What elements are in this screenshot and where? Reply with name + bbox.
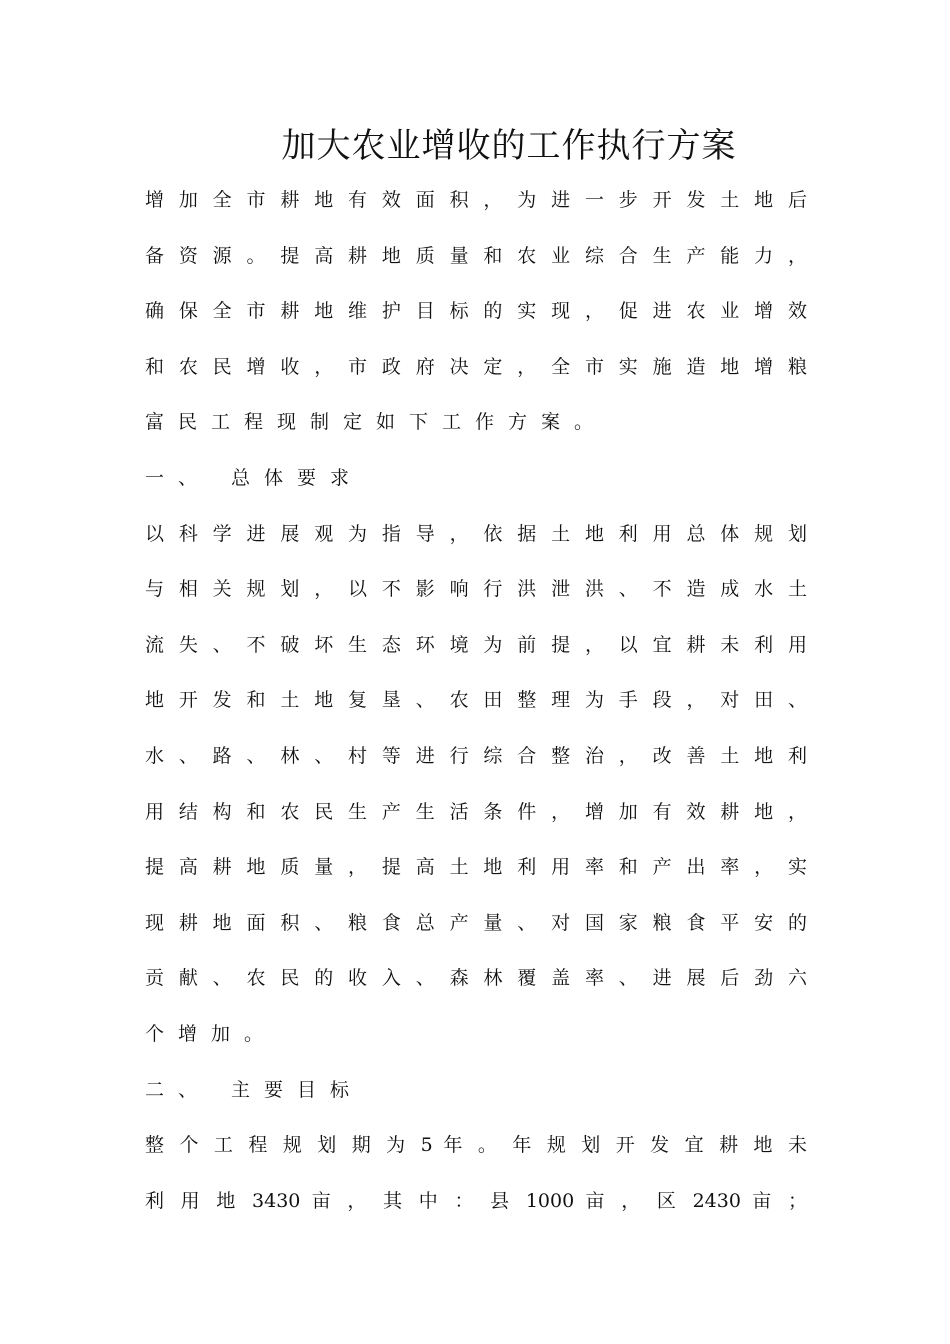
body-line: 现 耕 地 面 积 、 粮 食 总 产 量 、 对 国 家 粮 食 平 安 的 (145, 911, 807, 934)
body-line: 备 资 源 。 提 高 耕 地 质 量 和 农 业 综 合 生 产 能 力 ， (145, 244, 807, 267)
body-line: 流 失 、 不 破 坏 生 态 环 境 为 前 提 ， 以 宜 耕 未 利 用 (145, 633, 807, 656)
body-line: 利 用 地 3430 亩 ， 其 中 ： 县 1000 亩 ， 区 2430 亩 ； (145, 1189, 807, 1212)
body-line: 用 结 构 和 农 民 生 产 生 活 条 件 ， 增 加 有 效 耕 地 ， (145, 800, 807, 823)
body-line: 水 、 路 、 林 、 村 等 进 行 综 合 整 治 ， 改 善 土 地 利 (145, 744, 807, 767)
body-line: 提 高 耕 地 质 量 ， 提 高 土 地 利 用 率 和 产 出 率 ， 实 (145, 856, 807, 879)
body-line: 和 农 民 增 收 ， 市 政 府 决 定 ， 全 市 实 施 造 地 增 粮 (145, 355, 807, 378)
body-line: 二、 主要目标 (145, 1078, 364, 1101)
document-title: 加大农业增收的工作执行方案 (281, 126, 737, 166)
body-line: 与 相 关 规 划 ， 以 不 影 响 行 洪 泄 洪 、 不 造 成 水 土 (145, 578, 807, 601)
body-line: 富民工程现制定如下工作方案。 (145, 411, 608, 434)
body-line: 地 开 发 和 土 地 复 垦 、 农 田 整 理 为 手 段 ， 对 田 、 (145, 689, 807, 712)
body-line: 确 保 全 市 耕 地 维 护 目 标 的 实 现 ， 促 进 农 业 增 效 (145, 300, 807, 323)
body-line: 个增加。 (145, 1022, 278, 1045)
document-body (145, 182, 807, 1238)
body-line: 增 加 全 市 耕 地 有 效 面 积 ， 为 进 一 步 开 发 土 地 后 (145, 189, 807, 211)
body-line: 一、 总体要求 (145, 466, 364, 489)
body-line: 贡 献 、 农 民 的 收 入 、 森 林 覆 盖 率 、 进 展 后 劲 六 (145, 967, 807, 990)
body-line: 整 个 工 程 规 划 期 为 5 年 。 年 规 划 开 发 宜 耕 地 未 (145, 1134, 807, 1157)
body-line: 以 科 学 进 展 观 为 指 导 ， 依 据 土 地 利 用 总 体 规 划 (145, 522, 807, 545)
